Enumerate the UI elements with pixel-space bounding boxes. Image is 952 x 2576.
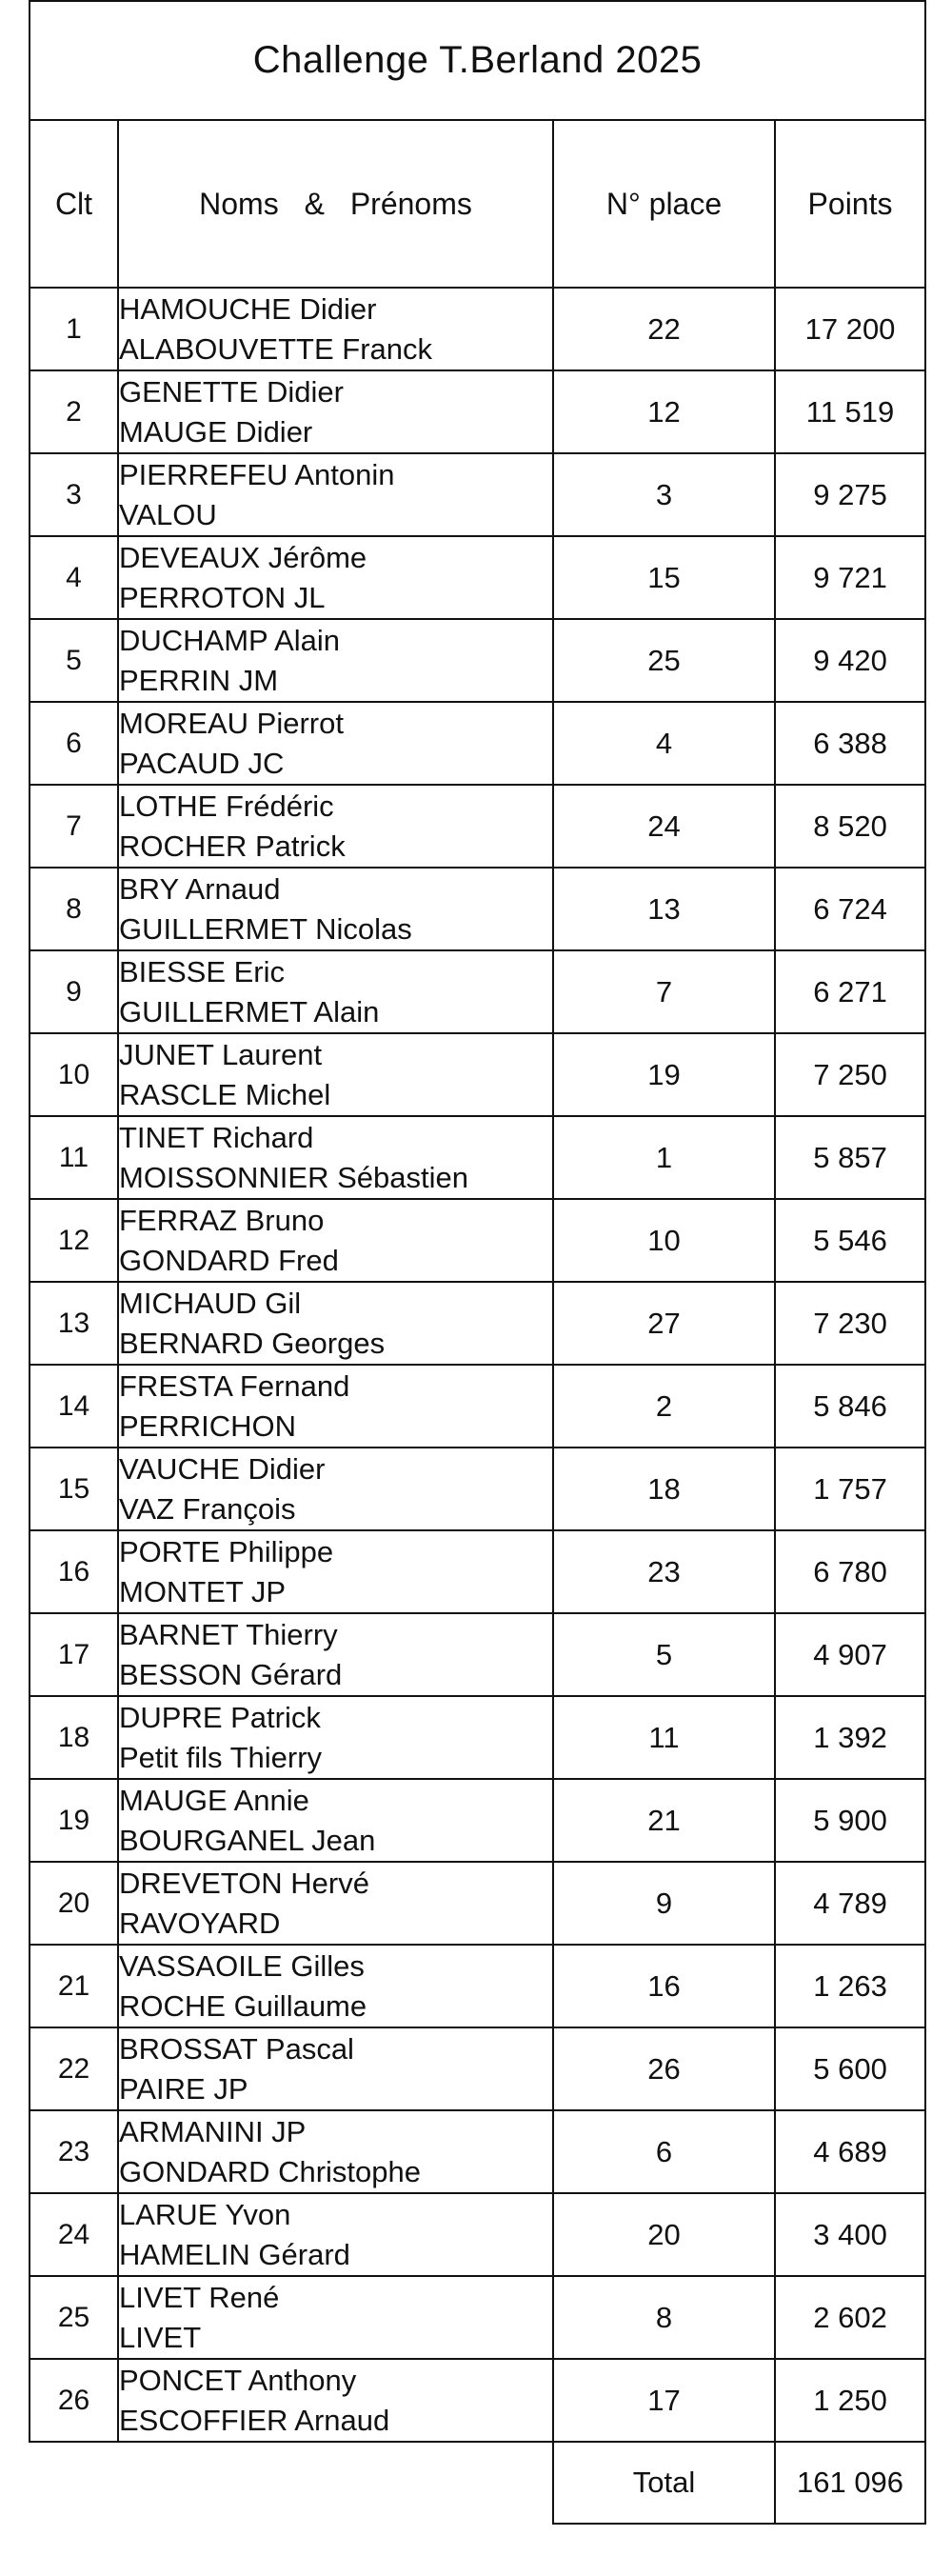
rank-cell: 24: [30, 2193, 118, 2276]
table-row: [30, 1613, 925, 1696]
names-cell: [118, 1696, 553, 1779]
place-cell: 6: [553, 2110, 775, 2193]
table-row: [30, 370, 925, 453]
player-name-2: PERROTON JL: [119, 580, 326, 614]
player-name-2: PACAUD JC: [119, 746, 285, 780]
points-cell: 1 392: [775, 1696, 925, 1779]
points-cell: 5 857: [775, 1116, 925, 1199]
rank-cell: 21: [30, 1945, 118, 2027]
place-cell: 13: [553, 868, 775, 950]
place-cell: 18: [553, 1448, 775, 1530]
rank-cell: 10: [30, 1033, 118, 1116]
names-cell: [118, 1779, 553, 1862]
names-cell: [118, 785, 553, 868]
names-cell: [118, 1613, 553, 1696]
title-row: [30, 1, 925, 120]
names-cell: [118, 2359, 553, 2442]
points-cell: 4 789: [775, 1862, 925, 1945]
rank-cell: 26: [30, 2359, 118, 2442]
points-cell: 11 519: [775, 370, 925, 453]
rank-cell: 3: [30, 453, 118, 536]
player-name-2: PAIRE JP: [119, 2071, 248, 2106]
names-cell: [118, 1448, 553, 1530]
player-name-1: BRY Arnaud: [119, 871, 281, 906]
table-row: [30, 1033, 925, 1116]
player-name-2: ALABOUVETTE Franck: [119, 331, 433, 366]
player-name-1: MICHAUD Gil: [119, 1286, 302, 1320]
table-row: [30, 2110, 925, 2193]
player-name-1: BARNET Thierry: [119, 1617, 338, 1651]
table-row: [30, 2276, 925, 2359]
table-row: [30, 536, 925, 619]
rank-cell: 7: [30, 785, 118, 868]
total-value: 161 096: [775, 2442, 925, 2524]
player-name-1: FERRAZ Bruno: [119, 1203, 325, 1237]
player-name-2: RAVOYARD: [119, 1906, 281, 1940]
names-cell: [118, 536, 553, 619]
player-name-1: DREVETON Hervé: [119, 1866, 369, 1900]
rank-cell: 17: [30, 1613, 118, 1696]
rank-cell: 6: [30, 702, 118, 785]
place-cell: 4: [553, 702, 775, 785]
player-name-2: MONTET JP: [119, 1574, 287, 1608]
player-name-2: GUILLERMET Alain: [119, 994, 380, 1028]
place-cell: 23: [553, 1530, 775, 1613]
place-cell: 8: [553, 2276, 775, 2359]
points-cell: 7 250: [775, 1033, 925, 1116]
rank-cell: 15: [30, 1448, 118, 1530]
rank-cell: 5: [30, 619, 118, 702]
player-name-2: BERNARD Georges: [119, 1326, 386, 1360]
table-row: [30, 2027, 925, 2110]
points-cell: 6 271: [775, 950, 925, 1033]
place-cell: 17: [553, 2359, 775, 2442]
table-row: [30, 1448, 925, 1530]
player-name-1: DEVEAUX Jérôme: [119, 540, 367, 574]
table-row: [30, 950, 925, 1033]
table-row: [30, 288, 925, 370]
rank-cell: 13: [30, 1282, 118, 1365]
rank-cell: 1: [30, 288, 118, 370]
place-cell: 10: [553, 1199, 775, 1282]
names-cell: [118, 702, 553, 785]
table-row: [30, 785, 925, 868]
player-name-2: Petit fils Thierry: [119, 1740, 323, 1774]
player-name-1: LARUE Yvon: [119, 2197, 291, 2231]
names-cell: [118, 619, 553, 702]
rank-cell: 25: [30, 2276, 118, 2359]
names-cell: [118, 1945, 553, 2027]
total-blank-cell: [118, 2442, 553, 2524]
table-row: [30, 2193, 925, 2276]
place-cell: 7: [553, 950, 775, 1033]
place-cell: 16: [553, 1945, 775, 2027]
points-cell: 5 900: [775, 1779, 925, 1862]
player-name-1: ARMANINI JP: [119, 2114, 307, 2148]
rank-cell: 11: [30, 1116, 118, 1199]
ranking-table: [29, 0, 926, 2525]
place-cell: 27: [553, 1282, 775, 1365]
place-cell: 9: [553, 1862, 775, 1945]
names-cell: [118, 2027, 553, 2110]
rank-cell: 20: [30, 1862, 118, 1945]
table-row: [30, 1696, 925, 1779]
player-name-2: BOURGANEL Jean: [119, 1823, 376, 1857]
place-cell: 21: [553, 1779, 775, 1862]
table-row: [30, 1199, 925, 1282]
names-cell: [118, 1530, 553, 1613]
table-row: [30, 868, 925, 950]
rank-cell: 14: [30, 1365, 118, 1448]
points-cell: 5 846: [775, 1365, 925, 1448]
points-cell: 6 780: [775, 1530, 925, 1613]
player-name-1: BIESSE Eric: [119, 954, 285, 988]
total-blank-cell: [30, 2442, 118, 2524]
header-place: N° place: [553, 120, 775, 288]
place-cell: 12: [553, 370, 775, 453]
table-row: [30, 1365, 925, 1448]
player-name-2: VALOU: [119, 497, 217, 531]
place-cell: 26: [553, 2027, 775, 2110]
points-cell: 9 275: [775, 453, 925, 536]
points-cell: 1 263: [775, 1945, 925, 2027]
points-cell: 7 230: [775, 1282, 925, 1365]
table-row: [30, 1945, 925, 2027]
rank-cell: 8: [30, 868, 118, 950]
total-row: [30, 2442, 925, 2524]
player-name-2: GONDARD Fred: [119, 1243, 339, 1277]
points-cell: 9 420: [775, 619, 925, 702]
player-name-2: ESCOFFIER Arnaud: [119, 2403, 390, 2437]
player-name-2: GONDARD Christophe: [119, 2154, 421, 2188]
player-name-2: MOISSONNIER Sébastien: [119, 1160, 468, 1194]
player-name-1: BROSSAT Pascal: [119, 2031, 354, 2066]
rank-cell: 19: [30, 1779, 118, 1862]
player-name-1: PORTE Philippe: [119, 1534, 334, 1568]
points-cell: 17 200: [775, 288, 925, 370]
points-cell: 4 689: [775, 2110, 925, 2193]
names-cell: [118, 1862, 553, 1945]
player-name-2: MAUGE Didier: [119, 414, 313, 449]
rank-cell: 4: [30, 536, 118, 619]
header-rank: Clt: [30, 120, 118, 288]
player-name-2: PERRICHON: [119, 1408, 297, 1443]
player-name-2: RASCLE Michel: [119, 1077, 331, 1111]
names-cell: [118, 1033, 553, 1116]
player-name-1: PONCET Anthony: [119, 2363, 357, 2397]
points-cell: 1 757: [775, 1448, 925, 1530]
points-cell: 3 400: [775, 2193, 925, 2276]
points-cell: 4 907: [775, 1613, 925, 1696]
player-name-1: JUNET Laurent: [119, 1037, 323, 1071]
player-name-2: ROCHER Patrick: [119, 829, 346, 863]
names-cell: [118, 1365, 553, 1448]
place-cell: 2: [553, 1365, 775, 1448]
points-cell: 1 250: [775, 2359, 925, 2442]
rank-cell: 18: [30, 1696, 118, 1779]
header-names: Noms & Prénoms: [118, 120, 553, 288]
player-name-1: VASSAOILE Gilles: [119, 1948, 365, 1983]
place-cell: 11: [553, 1696, 775, 1779]
player-name-2: PERRIN JM: [119, 663, 279, 697]
place-cell: 3: [553, 453, 775, 536]
place-cell: 5: [553, 1613, 775, 1696]
player-name-1: PIERREFEU Antonin: [119, 457, 395, 491]
player-name-2: BESSON Gérard: [119, 1657, 343, 1691]
table-row: [30, 2359, 925, 2442]
player-name-1: FRESTA Fernand: [119, 1368, 350, 1403]
place-cell: 24: [553, 785, 775, 868]
names-cell: [118, 950, 553, 1033]
rank-cell: 2: [30, 370, 118, 453]
player-name-1: MAUGE Annie: [119, 1783, 309, 1817]
names-cell: [118, 288, 553, 370]
points-cell: 5 600: [775, 2027, 925, 2110]
points-cell: 8 520: [775, 785, 925, 868]
player-name-1: MOREAU Pierrot: [119, 706, 344, 740]
points-cell: 2 602: [775, 2276, 925, 2359]
table-row: [30, 702, 925, 785]
player-name-2: HAMELIN Gérard: [119, 2237, 350, 2271]
player-name-1: DUCHAMP Alain: [119, 623, 341, 657]
rank-cell: 12: [30, 1199, 118, 1282]
player-name-2: GUILLERMET Nicolas: [119, 911, 412, 946]
place-cell: 19: [553, 1033, 775, 1116]
table-row: [30, 1862, 925, 1945]
place-cell: 22: [553, 288, 775, 370]
header-row: [30, 120, 925, 288]
player-name-1: GENETTE Didier: [119, 374, 344, 409]
player-name-2: VAZ François: [119, 1491, 296, 1526]
table-title: Challenge T.Berland 2025: [30, 1, 925, 120]
table-row: [30, 619, 925, 702]
player-name-1: VAUCHE Didier: [119, 1451, 326, 1486]
player-name-1: TINET Richard: [119, 1120, 314, 1154]
names-cell: [118, 2110, 553, 2193]
rank-cell: 22: [30, 2027, 118, 2110]
names-cell: [118, 370, 553, 453]
table-row: [30, 1282, 925, 1365]
total-label: Total: [553, 2442, 775, 2524]
names-cell: [118, 2276, 553, 2359]
player-name-2: ROCHE Guillaume: [119, 1988, 367, 2023]
player-name-1: DUPRE Patrick: [119, 1700, 321, 1734]
rank-cell: 16: [30, 1530, 118, 1613]
points-cell: 9 721: [775, 536, 925, 619]
header-points: Points: [775, 120, 925, 288]
player-name-2: LIVET: [119, 2320, 202, 2354]
table-row: [30, 1116, 925, 1199]
player-name-1: LOTHE Frédéric: [119, 789, 334, 823]
points-cell: 5 546: [775, 1199, 925, 1282]
player-name-1: HAMOUCHE Didier: [119, 291, 377, 326]
player-name-1: LIVET René: [119, 2280, 280, 2314]
names-cell: [118, 868, 553, 950]
names-cell: [118, 1282, 553, 1365]
points-cell: 6 724: [775, 868, 925, 950]
rank-cell: 23: [30, 2110, 118, 2193]
place-cell: 1: [553, 1116, 775, 1199]
names-cell: [118, 453, 553, 536]
table-row: [30, 1779, 925, 1862]
place-cell: 15: [553, 536, 775, 619]
points-cell: 6 388: [775, 702, 925, 785]
place-cell: 25: [553, 619, 775, 702]
place-cell: 20: [553, 2193, 775, 2276]
rank-cell: 9: [30, 950, 118, 1033]
names-cell: [118, 1116, 553, 1199]
names-cell: [118, 2193, 553, 2276]
table-row: [30, 453, 925, 536]
table-row: [30, 1530, 925, 1613]
names-cell: [118, 1199, 553, 1282]
